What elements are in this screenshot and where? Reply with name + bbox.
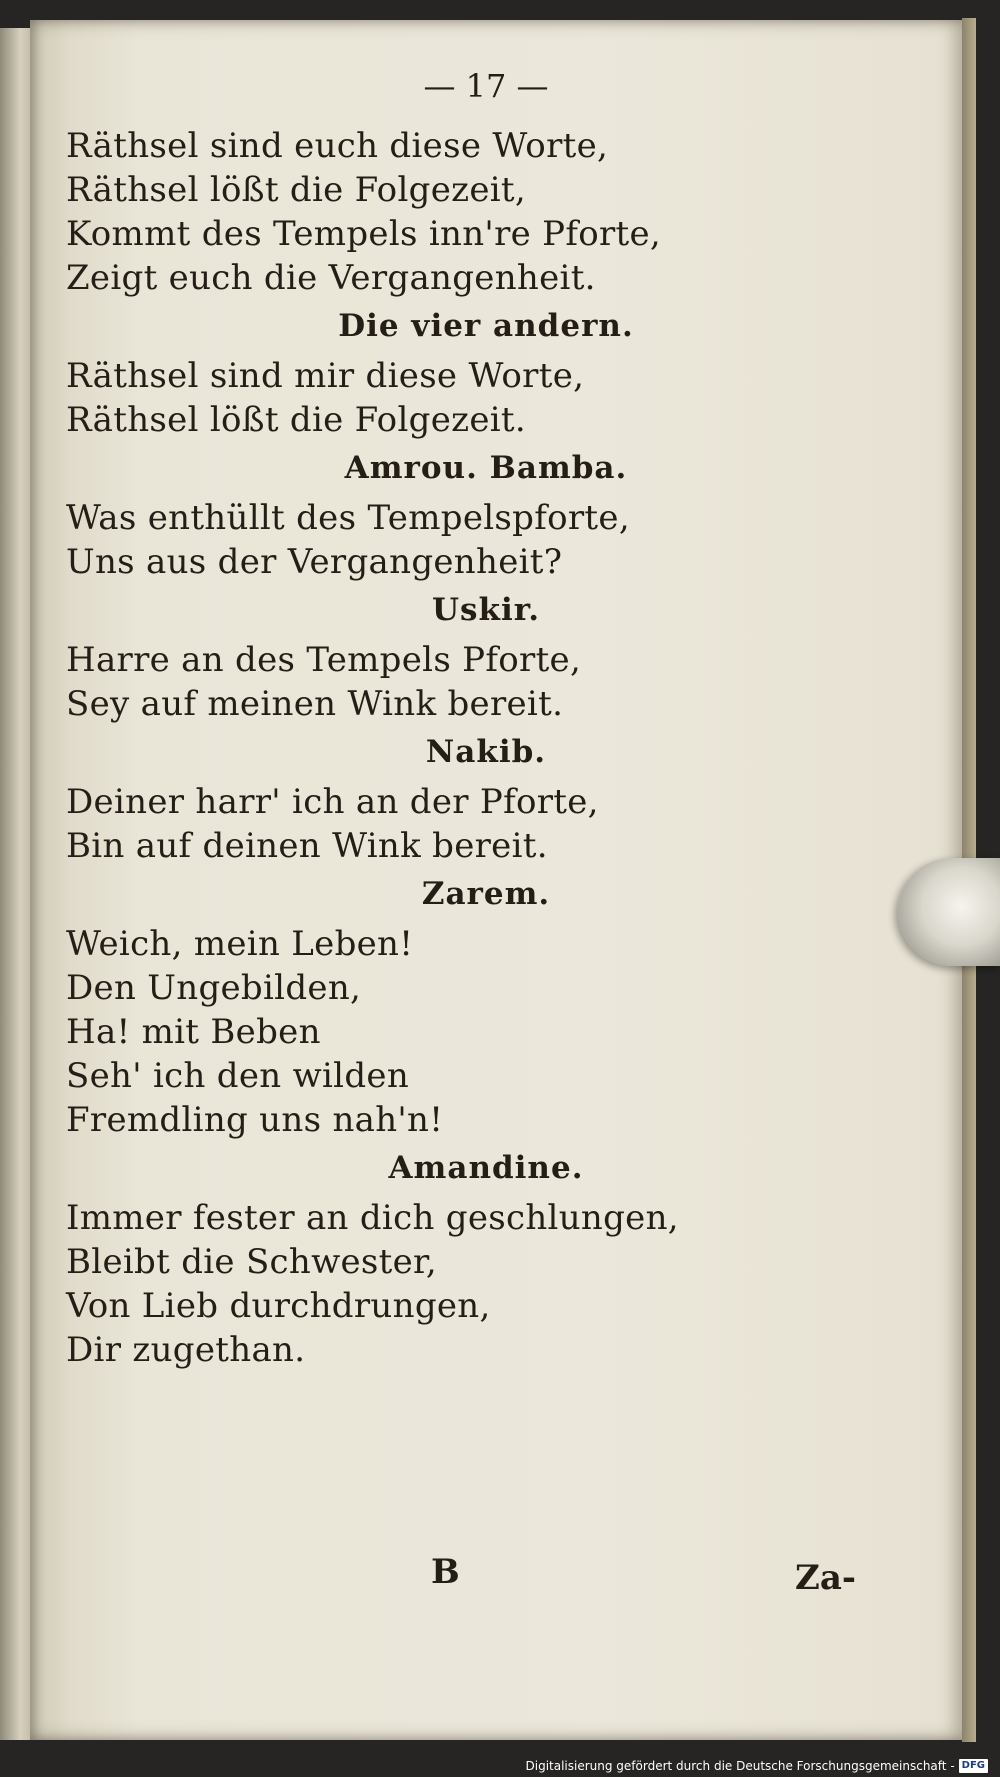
verse-line: Uns aus der Vergangenheit? (66, 542, 563, 582)
verse-line: Zeigt euch die Vergangenheit. (66, 258, 596, 298)
funding-credit (526, 1757, 989, 1775)
verse-line: Räthsel sind euch diese Worte, (66, 126, 609, 166)
verse-line: Räthsel sind mir diese Worte, (66, 356, 585, 396)
verse-line: Seh' ich den wilden (66, 1056, 410, 1096)
page-clip (898, 858, 1000, 966)
speaker-heading: Die vier andern. (338, 308, 634, 344)
page-text (66, 62, 906, 1372)
verse-line: Immer fester an dich geschlungen, (66, 1198, 679, 1238)
catchword: Za- (795, 1558, 856, 1598)
verse-line: Von Lieb durchdrungen, (66, 1286, 491, 1326)
verse-line: Fremdling uns nah'n! (66, 1100, 444, 1140)
verse-block (66, 638, 906, 726)
verse-block (66, 922, 906, 1142)
verse-line: Räthsel lößt die Folgezeit. (66, 400, 526, 440)
speaker-heading: Nakib. (425, 734, 547, 770)
adjacent-page-edge (0, 28, 34, 1740)
verse-block (66, 354, 906, 442)
speaker-heading: Uskir. (431, 592, 541, 628)
verse-line: Dir zugethan. (66, 1330, 306, 1370)
verse-line: Harre an des Tempels Pforte, (66, 640, 582, 680)
page-number: — 17 — (423, 67, 549, 105)
signature-mark: B (431, 1552, 460, 1592)
verse-line: Was enthüllt des Tempelspforte, (66, 498, 630, 538)
verse-line: Deiner harr' ich an der Pforte, (66, 782, 599, 822)
verse-line: Ha! mit Beben (66, 1012, 321, 1052)
dfg-logo-icon: DFG (959, 1759, 988, 1773)
speaker-heading: Amrou. Bamba. (344, 450, 628, 486)
verse-line: Kommt des Tempels inn're Pforte, (66, 214, 662, 254)
verse-line: Räthsel lößt die Folgezeit, (66, 170, 526, 210)
verse-line: Weich, mein Leben! (66, 924, 414, 964)
verse-block (66, 780, 906, 868)
verse-line: Bin auf deinen Wink bereit. (66, 826, 548, 866)
speaker-heading: Zarem. (421, 876, 551, 912)
verse-block (66, 496, 906, 584)
speaker-heading: Amandine. (388, 1150, 584, 1186)
verse-line: Sey auf meinen Wink bereit. (66, 684, 564, 724)
page-footer-marks (66, 1552, 856, 1602)
verse-line: Bleibt die Schwester, (66, 1242, 437, 1282)
verse-block (66, 1196, 906, 1372)
verse-line: Den Ungebilden, (66, 968, 362, 1008)
verse-block (66, 124, 906, 300)
credit-text: Digitalisierung gefördert durch die Deutsche Forschungsgemeinschaft - (525, 1759, 955, 1773)
